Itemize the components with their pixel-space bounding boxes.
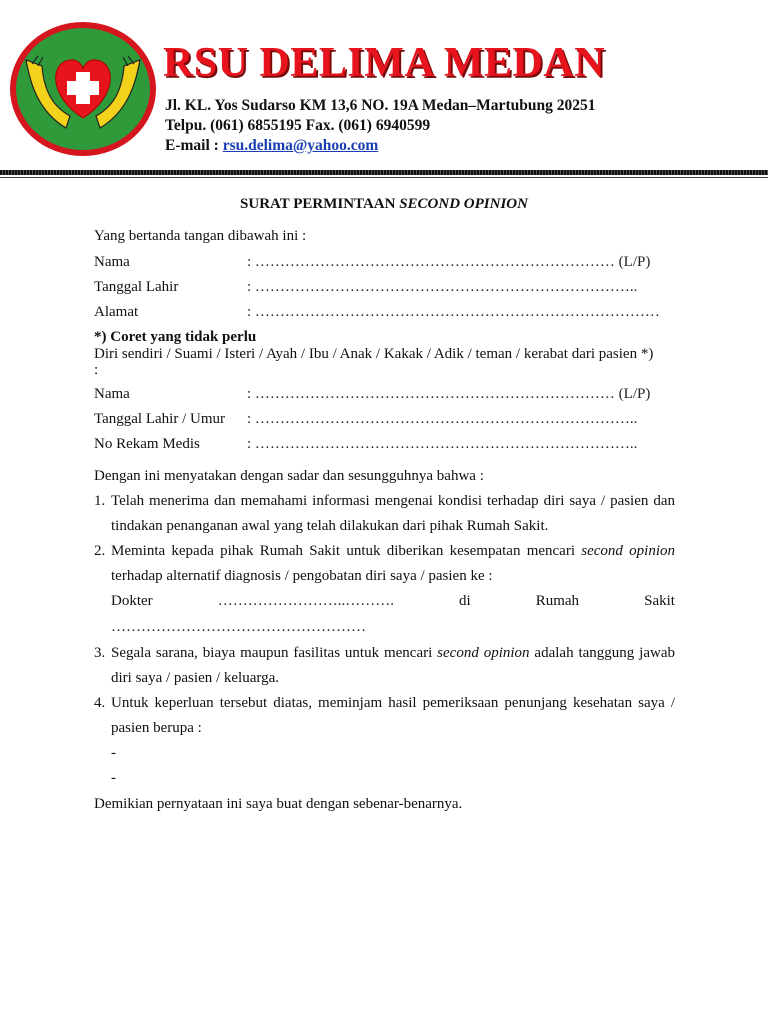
patient-tanggal-field[interactable]: : …………………………………………………………………..	[247, 411, 638, 427]
relation-colon: :	[94, 362, 99, 378]
rekam-medis-label: No Rekam Medis	[94, 436, 200, 452]
dokter-row	[111, 593, 675, 610]
hospital-field[interactable]: ……………………………………………	[111, 619, 366, 635]
email-link[interactable]: rsu.delima@yahoo.com	[222, 137, 379, 154]
item-3-second-opinion: second opinion	[437, 645, 530, 661]
header-divider-thin	[0, 177, 768, 178]
closing-statement: Demikian pernyataan ini saya buat dengan sebenar-benarnya.	[94, 796, 463, 812]
hospital-phone: Telpu. (061) 6855195 Fax. (061) 6940599	[165, 117, 431, 134]
di-label: di	[459, 593, 471, 609]
item-3-number: 3.	[94, 645, 106, 661]
item-4-number: 4.	[94, 695, 106, 711]
coret-note: *) Coret yang tidak perlu	[94, 329, 257, 345]
header-divider	[0, 170, 768, 175]
item-3-text: Segala sarana, biaya maupun fasilitas untuk mencari second opinion adalah tanggung jawab diri saya / pasien / keluarga.	[111, 645, 675, 686]
patient-nama-label: Nama	[94, 386, 130, 402]
nama-field[interactable]: : ……………………………………………………………… (L/P)	[247, 254, 651, 270]
tanggal-lahir-label: Tanggal Lahir	[94, 279, 179, 295]
item-2-number: 2.	[94, 543, 106, 559]
item-2-second-opinion: second opinion	[581, 543, 675, 559]
item-1-number: 1.	[94, 493, 106, 509]
document-title: SURAT PERMINTAAN SECOND OPINION	[240, 196, 528, 212]
item-4-dash-1[interactable]: -	[111, 745, 116, 761]
email-label: E-mail :	[165, 137, 223, 154]
nama-label: Nama	[94, 254, 130, 270]
item-4-dash-2[interactable]: -	[111, 770, 116, 786]
alamat-label: Alamat	[94, 304, 139, 320]
item-2-text: Meminta kepada pihak Rumah Sakit untuk diberikan kesempatan mencari second opinion terhadap alternatif diagnosis / pengobatan diri saya / pasien ke :	[111, 543, 675, 584]
title-italic: SECOND OPINION	[399, 196, 528, 212]
hospital-logo	[8, 20, 158, 158]
item-4-text: Untuk keperluan tersebut diatas, meminjam hasil pemeriksaan penunjang kesehatan saya / pasien berupa :	[111, 695, 675, 736]
relation-options: Diri sendiri / Suami / Isteri / Ayah / Ibu / Anak / Kakak / Adik / teman / kerabat dari pasien *)	[94, 346, 654, 362]
tanggal-lahir-field[interactable]: : …………………………………………………………………..	[247, 279, 638, 295]
hospital-email-line	[165, 138, 378, 154]
rumah-label: Rumah	[535, 593, 580, 609]
intro-text: Yang bertanda tangan dibawah ini :	[94, 228, 307, 244]
dokter-label: Dokter	[111, 593, 153, 609]
patient-nama-field[interactable]: : ……………………………………………………………… (L/P)	[247, 386, 651, 402]
alamat-field[interactable]: : ………………………………………………………………………	[247, 304, 660, 320]
dokter-field[interactable]: ……………………..……….	[217, 593, 394, 609]
item-1-text: Telah menerima dan memahami informasi mengenai kondisi terhadap diri saya / pasien dan tindakan penanganan awal yang telah dilakukan dari pihak Rumah Sakit.	[111, 493, 675, 534]
rekam-medis-field[interactable]: : …………………………………………………………………..	[247, 436, 638, 452]
statement-intro: Dengan ini menyatakan dengan sadar dan sesungguhnya bahwa :	[94, 468, 484, 484]
hospital-name: RSU DELIMA MEDAN	[163, 40, 606, 86]
hospital-address: Jl. KL. Yos Sudarso KM 13,6 NO. 19A Medan–Martubung 20251	[165, 97, 596, 114]
sakit-label: Sakit	[644, 593, 675, 609]
patient-tanggal-label: Tanggal Lahir / Umur	[94, 411, 225, 427]
